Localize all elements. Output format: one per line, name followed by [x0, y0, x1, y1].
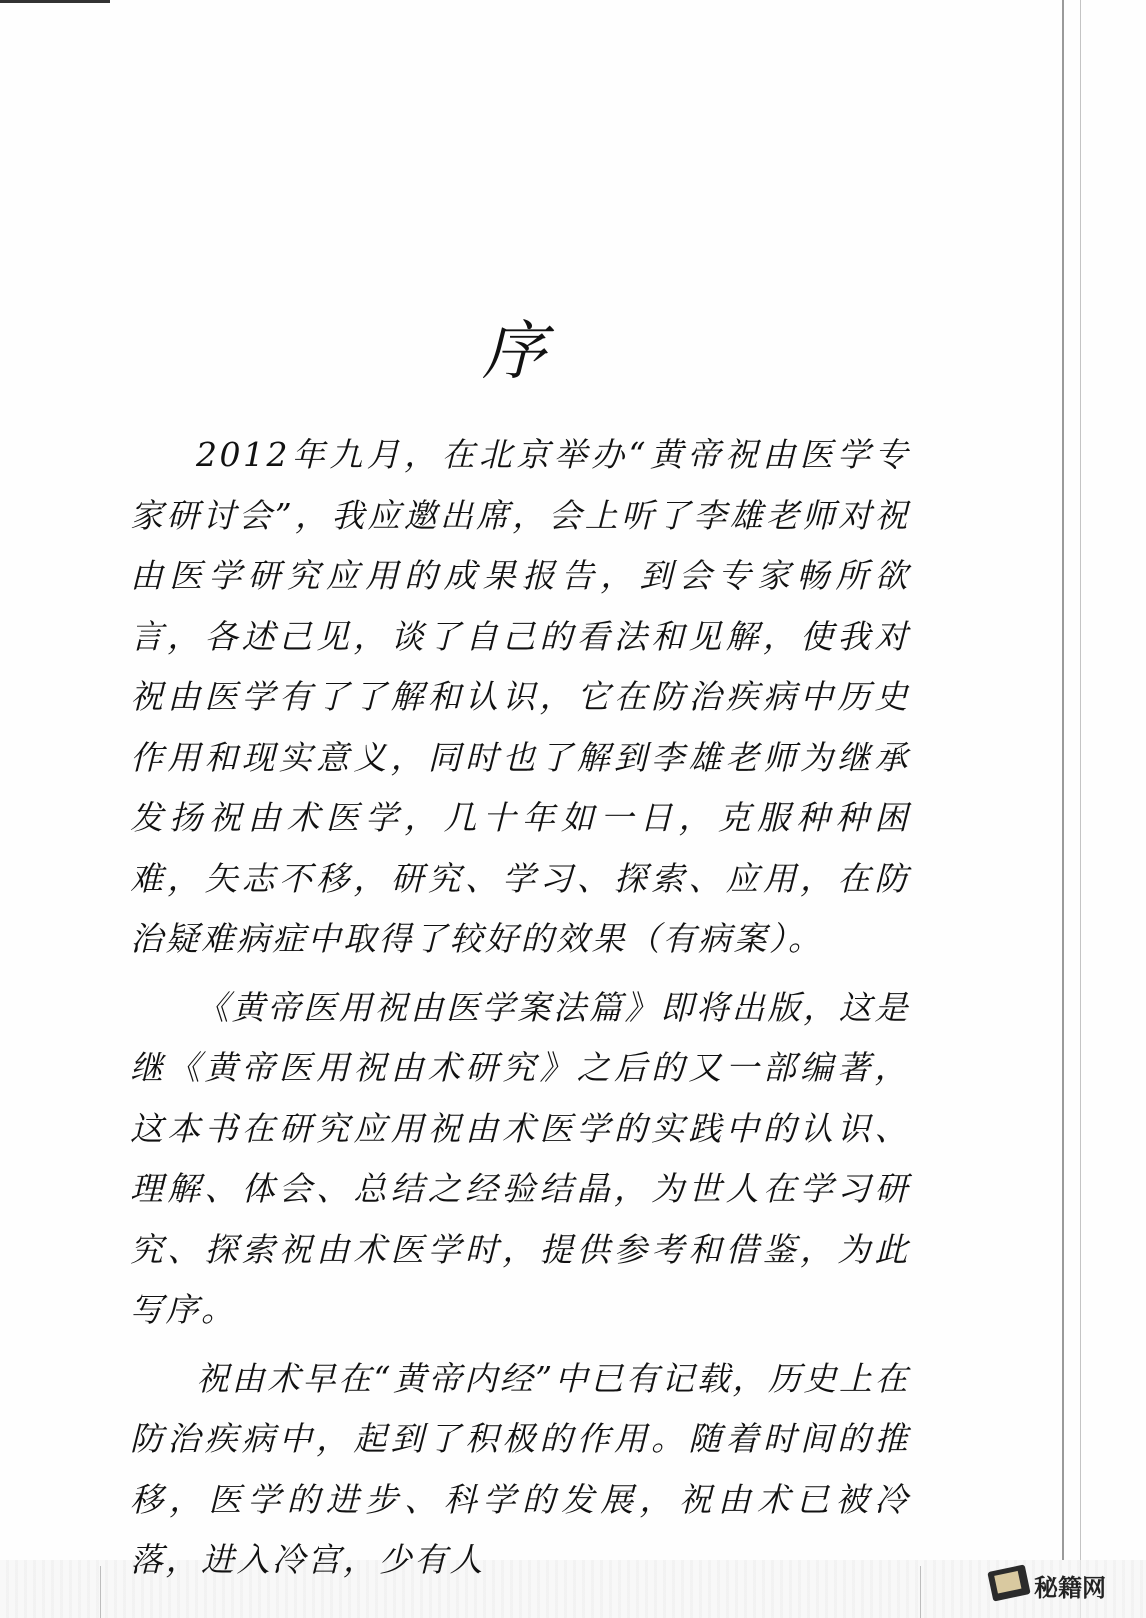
scan-right-border: [1062, 0, 1064, 1560]
preface-body: [130, 425, 910, 1595]
watermark: [990, 1560, 1130, 1606]
page-title: 序: [482, 315, 548, 389]
scan-top-rule: [0, 0, 110, 3]
paragraph: 2012年九月，在北京举办“黄帝祝由医学专家研讨会”，我应邀出席，会上听了李雄老师对祝由医学研究应用的成果报告，到会专家畅所欲言，各述己见，谈了自己的看法和见解，使我对祝由医学有了了解和认识，它在防治疾病中历史作用和现实意义，同时也了解到李雄老师为继承发扬祝由术医学，几十年如一日，克服种种困难，矢志不移，研究、学习、探索、应用，在防治疑难病症中取得了较好的效果（有病案）。: [130, 435, 910, 958]
scan-bottom-mark: [100, 1566, 101, 1618]
scan-bottom-mark: [920, 1566, 921, 1618]
paragraph: 祝由术早在“黄帝内经”中已有记载，历史上在防治疾病中，起到了积极的作用。随着时间的推移，医学的进步、科学的发展，祝由术已被冷落，进入冷宫，少有人: [130, 1358, 910, 1579]
watermark-text: 秘籍网: [1034, 1574, 1106, 1602]
book-icon: [987, 1564, 1030, 1601]
scan-right-border-outer: [1080, 0, 1081, 1618]
paragraph: 《黄帝医用祝由医学案法篇》即将出版，这是继《黄帝医用祝由术研究》之后的又一部编著，这本书在研究应用祝由术医学的实践中的认识、理解、体会、总结之经验结晶，为世人在学习研究、探索祝由术医学时，提供参考和借鉴，为此写序。: [130, 987, 910, 1329]
